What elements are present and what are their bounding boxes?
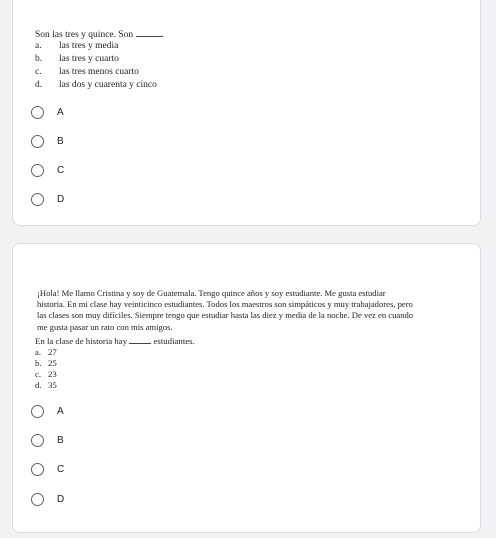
option-text: las tres y cuarto xyxy=(59,54,119,64)
radio-button[interactable] xyxy=(31,135,44,148)
radio-button[interactable] xyxy=(31,493,44,506)
option-letter: c. xyxy=(35,67,42,77)
option-text: las dos y cuarenta y cinco xyxy=(59,80,157,90)
radio-button[interactable] xyxy=(31,434,44,447)
option-b xyxy=(35,54,119,64)
passage-line: ¡Hola! Me llamo Cristina y soy de Guatemala. Tengo quince años y soy estudiante. Me gusta estudiar xyxy=(37,288,386,298)
option-text: 23 xyxy=(48,369,57,379)
choice-d[interactable] xyxy=(31,193,64,206)
radio-button[interactable] xyxy=(31,164,44,177)
option-letter: a. xyxy=(35,41,42,51)
option-c xyxy=(35,67,139,77)
question-stem xyxy=(35,28,164,40)
radio-button[interactable] xyxy=(31,106,44,119)
option-a xyxy=(35,41,118,51)
option-text: las tres menos cuarto xyxy=(59,67,139,77)
choice-label: A xyxy=(57,107,64,118)
option-c xyxy=(35,369,57,379)
question-card-1 xyxy=(12,0,481,226)
choice-label: B xyxy=(57,435,64,446)
option-letter: b. xyxy=(35,358,42,368)
choice-b[interactable] xyxy=(31,135,64,148)
option-letter: c. xyxy=(35,369,42,379)
option-text: las tres y media xyxy=(59,41,119,51)
question-text: Son las tres y quince. Son xyxy=(35,30,134,40)
radio-button[interactable] xyxy=(31,463,44,476)
passage-line: historia. En mi clase hay veinticinco estudiantes. Todos los maestros son simpáticos y muy trabajadores, pero xyxy=(37,299,413,310)
choice-a[interactable] xyxy=(31,106,64,119)
choice-label: C xyxy=(57,464,65,475)
option-d xyxy=(35,80,157,90)
choice-label: D xyxy=(57,494,65,505)
option-letter: d. xyxy=(35,80,43,90)
question-text: En la clase de historia hay xyxy=(35,336,128,346)
option-text: 35 xyxy=(48,380,57,390)
question-card-2 xyxy=(12,243,481,533)
option-letter: a. xyxy=(35,347,42,357)
answer-blank xyxy=(129,336,151,344)
option-letter: b. xyxy=(35,54,43,64)
option-b xyxy=(35,358,57,368)
option-a xyxy=(35,347,57,357)
passage-line: las clases son muy difíciles. Siempre tengo que estudiar hasta las diez y media de la noche. De vez en cuando xyxy=(37,310,414,321)
choice-d[interactable] xyxy=(31,493,64,506)
choice-label: B xyxy=(57,136,64,147)
choice-b[interactable] xyxy=(31,434,64,447)
question-end: estudiantes. xyxy=(153,336,195,346)
option-letter: d. xyxy=(35,380,42,390)
option-text: 27 xyxy=(48,347,57,357)
radio-button[interactable] xyxy=(31,193,44,206)
choice-c[interactable] xyxy=(31,463,64,476)
reading-passage xyxy=(37,288,463,333)
choice-label: C xyxy=(57,165,65,176)
radio-button[interactable] xyxy=(31,405,44,418)
passage-line: me gusta pasar un rato con mis amigos. xyxy=(37,321,173,332)
choice-label: D xyxy=(57,194,65,205)
question-stem xyxy=(35,336,195,346)
choice-a[interactable] xyxy=(31,405,64,418)
question-end: . xyxy=(161,30,164,40)
choice-c[interactable] xyxy=(31,164,64,177)
answer-blank xyxy=(136,28,162,37)
choice-label: A xyxy=(57,406,64,417)
option-text: 25 xyxy=(48,358,57,368)
option-d xyxy=(35,380,57,390)
